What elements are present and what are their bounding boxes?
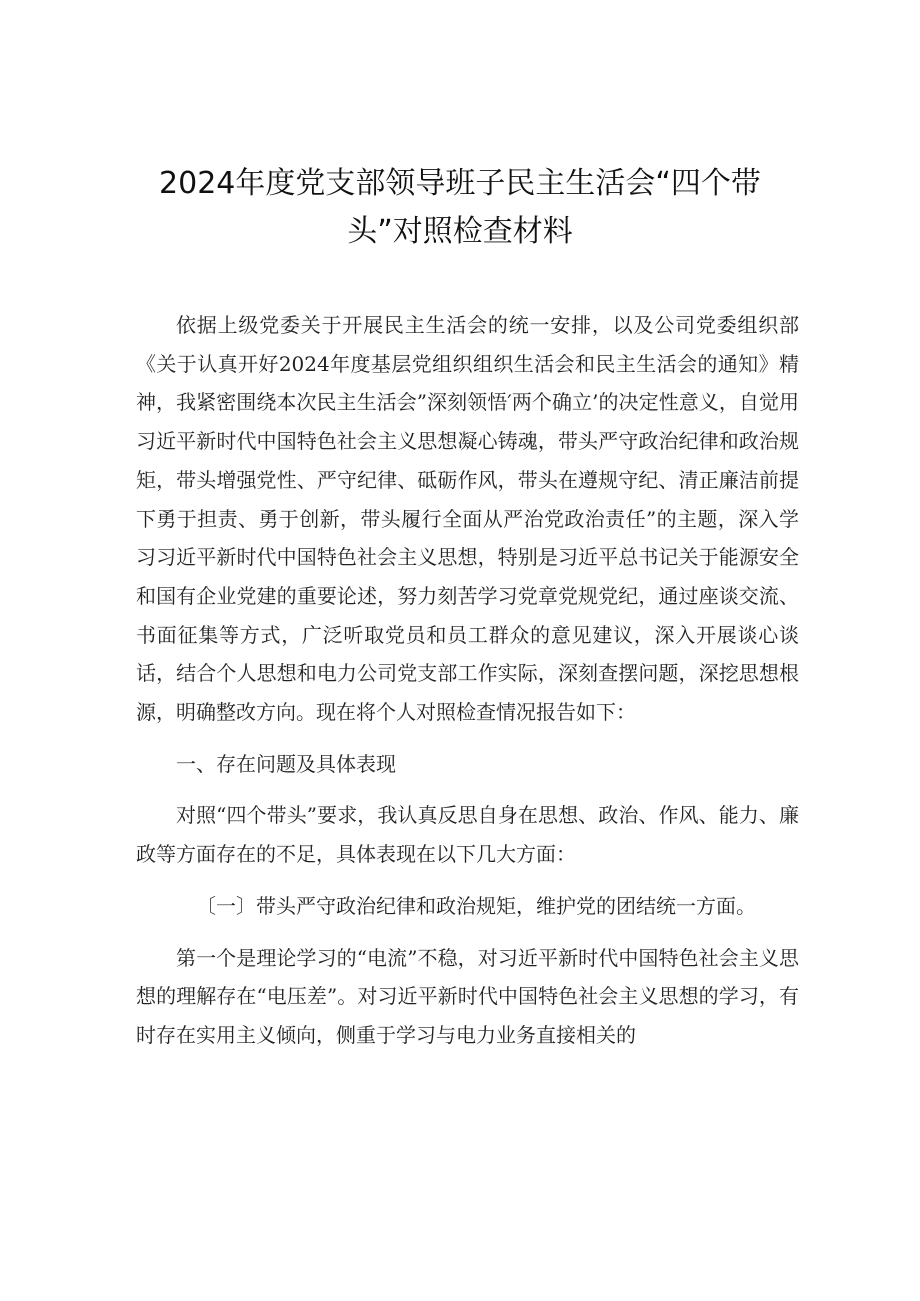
subsection-heading: 〔一〕带头严守政治纪律和政治规矩，维护党的团结统一方面。 bbox=[196, 893, 756, 918]
document-body bbox=[136, 306, 799, 1055]
document-title: 2024年度党支部领导班子民主生活会“四个带头”对照检查材料 bbox=[159, 166, 761, 249]
section-intro-paragraph: 对照“四个带头”要求，我认真反思自身在思想、政治、作风、能力、廉政等方面存在的不足，具体表现在以下几大方面： bbox=[136, 803, 799, 867]
body-paragraph: 第一个是理论学习的“电流”不稳，对习近平新时代中国特色社会主义思想的理解存在“电压差”。对习近平新时代中国特色社会主义思想的学习，有时存在实用主义倾向，侧重于学习与电力业务直接相关的 bbox=[136, 945, 799, 1047]
intro-paragraph: 依据上级党委关于开展民主生活会的统一安排，以及公司党委组织部《关于认真开好2024年度基层党组织组织生活会和民主生活会的通知》精神，我紧密围绕本次民主生活会”深刻领悟′两个确立’的决定性意义，自觉用习近平新时代中国特色社会主义思想凝心铸魂，带头严守政治纪律和政治规矩，带头增强党性、严守纪律、砥砺作风，带头在遵规守纪、清正廉洁前提下勇于担责、勇于创新，带头履行全面从严治党政治责任”的主题，深入学习习近平新时代中国特色社会主义思想，特别是习近平总书记关于能源安全和国有企业党建的重要论述，努力刻苦学习党章党规党纪，通过座谈交流、书面征集等方式，广泛听取党员和员工群众的意见建议，深入开展谈心谈话，结合个人思想和电力公司党支部工作实际，深刻查摆问题，深挖思想根源，明确整改方向。现在将个人对照检查情况报告如下： bbox=[136, 313, 799, 725]
section-heading: 一、存在问题及具体表现 bbox=[176, 751, 396, 776]
